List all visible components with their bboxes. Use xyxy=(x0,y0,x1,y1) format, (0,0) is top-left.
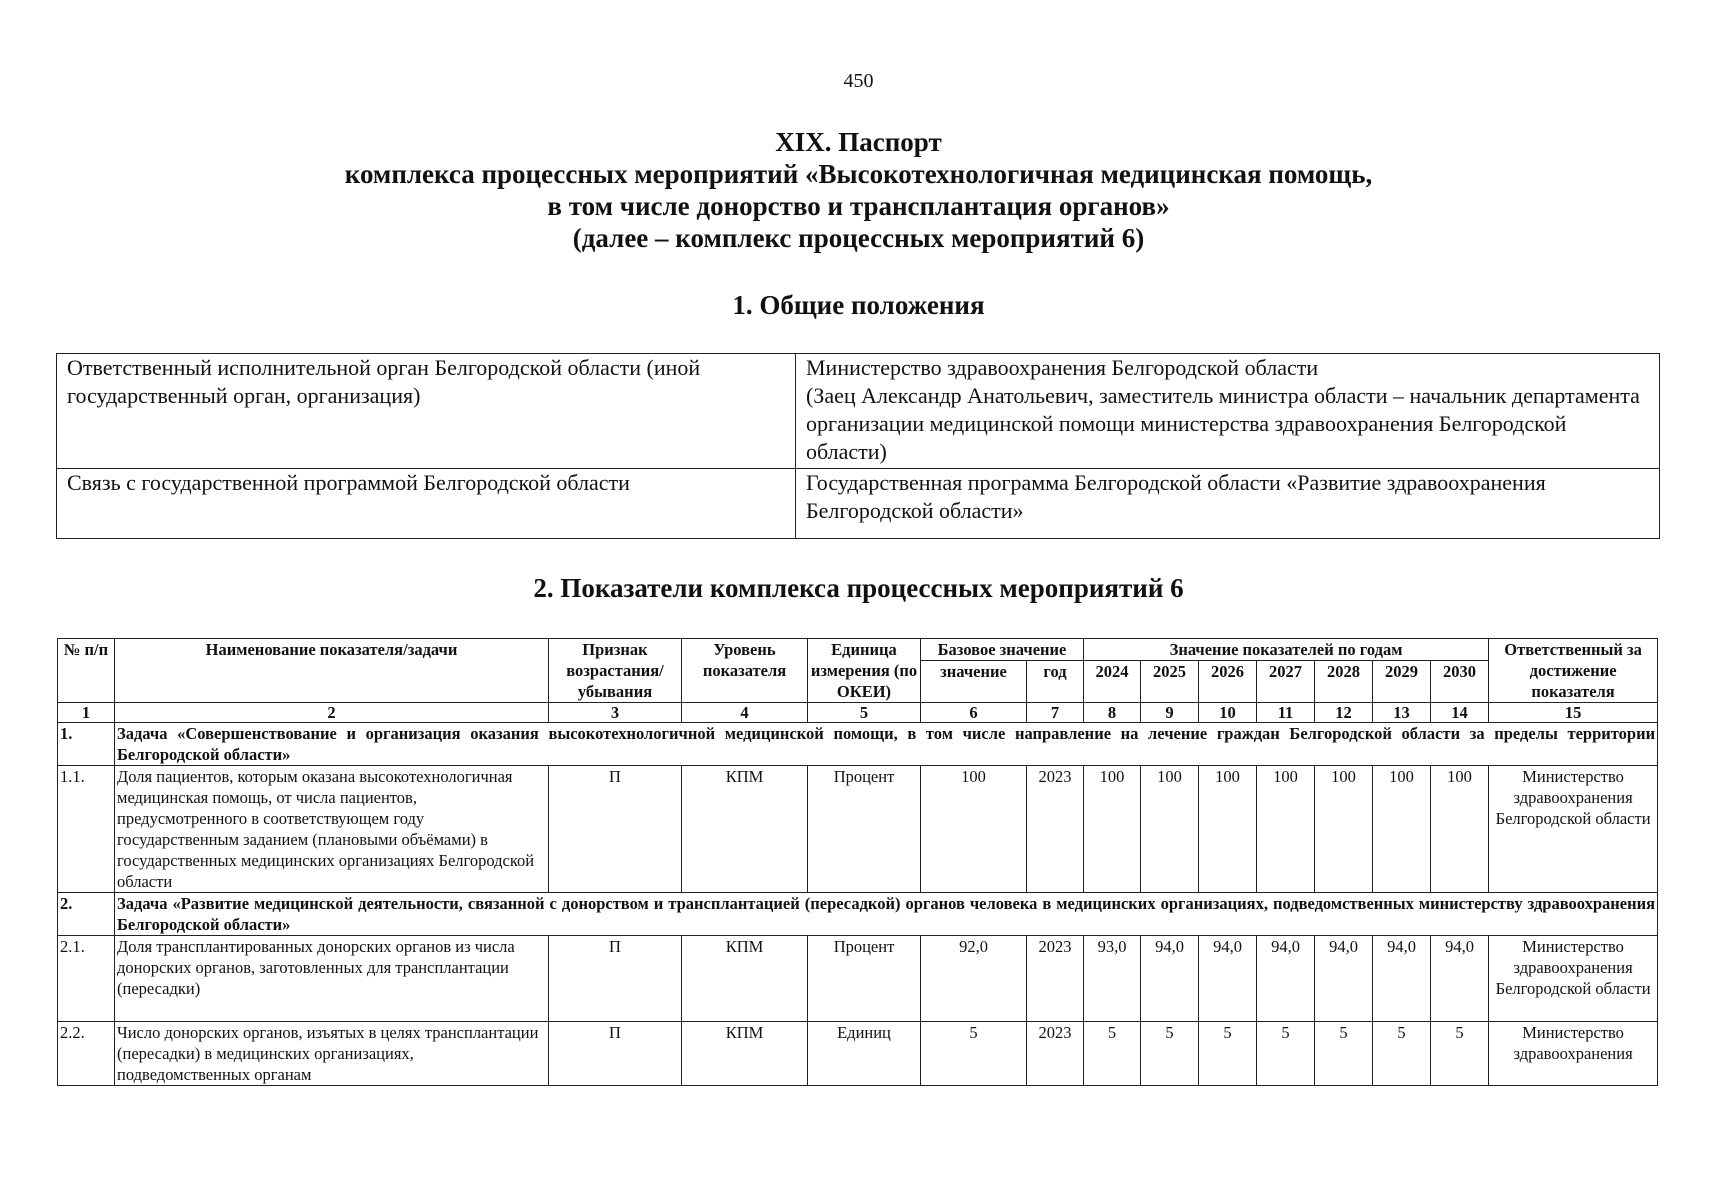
responsible: Министерство здравоохранения Белгородской области xyxy=(1489,936,1658,1022)
general-row-responsible xyxy=(57,354,1660,469)
task-number: 1. xyxy=(58,723,115,766)
col-num-header: № п/п xyxy=(58,639,115,703)
title-line-3: в том числе донорство и трансплантация органов» xyxy=(547,191,1170,221)
indicator-name: Число донорских органов, изъятых в целях трансплантации (пересадки) в медицинских организациях, подведомственных органам xyxy=(115,1022,549,1086)
col-base-value-header: значение xyxy=(921,661,1027,703)
value-2028: 5 xyxy=(1315,1022,1373,1086)
column-number: 4 xyxy=(682,703,808,723)
row-number: 1.1. xyxy=(58,766,115,893)
row-number: 2.1. xyxy=(58,936,115,1022)
col-base-header: Базовое значение xyxy=(921,639,1084,661)
column-number: 10 xyxy=(1199,703,1257,723)
responsible-person: (Заец Александр Анатольевич, заместитель министра области – начальник департамента организации медицинской помощи министерства здравоохранения Белгородской области) xyxy=(806,383,1640,464)
value-2030: 5 xyxy=(1431,1022,1489,1086)
indicator-unit: Единиц xyxy=(808,1022,921,1086)
value-2025: 5 xyxy=(1141,1022,1199,1086)
column-number: 5 xyxy=(808,703,921,723)
value-2028: 94,0 xyxy=(1315,936,1373,1022)
base-year: 2023 xyxy=(1027,766,1084,893)
task-row xyxy=(58,893,1658,936)
indicator-level: КПМ xyxy=(682,766,808,893)
col-base-year-header: год xyxy=(1027,661,1084,703)
column-number: 2 xyxy=(115,703,549,723)
column-number: 14 xyxy=(1431,703,1489,723)
column-number: 13 xyxy=(1373,703,1431,723)
column-numbers-row xyxy=(58,703,1658,723)
value-2030: 94,0 xyxy=(1431,936,1489,1022)
value-2029: 100 xyxy=(1373,766,1431,893)
responsible-value xyxy=(796,354,1660,469)
value-2029: 5 xyxy=(1373,1022,1431,1086)
value-2026: 100 xyxy=(1199,766,1257,893)
page-number: 450 xyxy=(843,70,874,92)
title-line-1: XIX. Паспорт xyxy=(775,127,942,157)
col-year-2026: 2026 xyxy=(1199,661,1257,703)
col-years-header: Значение показателей по годам xyxy=(1084,639,1489,661)
value-2025: 94,0 xyxy=(1141,936,1199,1022)
col-year-2030: 2030 xyxy=(1431,661,1489,703)
responsible-label: Ответственный исполнительной орган Белгородской области (иной государственный орган, организация) xyxy=(57,354,796,469)
section-2-title: 2. Показатели комплекса процессных мероприятий 6 xyxy=(533,573,1184,603)
responsible-ministry: Министерство здравоохранения Белгородской области xyxy=(806,355,1319,380)
task-text: Задача «Совершенствование и организация оказания высокотехнологичной медицинской помощи, в том числе направление на лечение граждан Белгородской области за пределы территории Белгородской области» xyxy=(115,723,1658,766)
responsible: Министерство здравоохранения xyxy=(1489,1022,1658,1086)
section-1-title: 1. Общие положения xyxy=(732,290,985,320)
column-number: 12 xyxy=(1315,703,1373,723)
column-number: 11 xyxy=(1257,703,1315,723)
indicator-name: Доля пациентов, которым оказана высокотехнологичная медицинская помощь, от числа пациентов, предусмотренного в соответствующем году государственным заданием (плановыми объёмами) в государственных медицинских организациях Белгородской области xyxy=(115,766,549,893)
col-year-2028: 2028 xyxy=(1315,661,1373,703)
indicator-sign: П xyxy=(549,936,682,1022)
indicator-row xyxy=(58,766,1658,893)
column-number: 6 xyxy=(921,703,1027,723)
task-row xyxy=(58,723,1658,766)
indicator-row xyxy=(58,936,1658,1022)
indicator-sign: П xyxy=(549,1022,682,1086)
value-2029: 94,0 xyxy=(1373,936,1431,1022)
value-2027: 100 xyxy=(1257,766,1315,893)
general-row-program xyxy=(57,469,1660,539)
indicators-table xyxy=(57,638,1658,1086)
header-row-1 xyxy=(58,639,1658,661)
row-number: 2.2. xyxy=(58,1022,115,1086)
indicator-row xyxy=(58,1022,1658,1086)
value-2030: 100 xyxy=(1431,766,1489,893)
column-number: 7 xyxy=(1027,703,1084,723)
col-name-header: Наименование показателя/задачи xyxy=(115,639,549,703)
value-2027: 5 xyxy=(1257,1022,1315,1086)
value-2027: 94,0 xyxy=(1257,936,1315,1022)
responsible: Министерство здравоохранения Белгородской области xyxy=(1489,766,1658,893)
base-value: 100 xyxy=(921,766,1027,893)
program-label: Связь с государственной программой Белгородской области xyxy=(57,469,796,539)
value-2026: 5 xyxy=(1199,1022,1257,1086)
general-provisions-table xyxy=(56,353,1660,539)
column-number: 8 xyxy=(1084,703,1141,723)
indicator-sign: П xyxy=(549,766,682,893)
value-2028: 100 xyxy=(1315,766,1373,893)
col-year-2027: 2027 xyxy=(1257,661,1315,703)
base-year: 2023 xyxy=(1027,1022,1084,1086)
value-2024: 100 xyxy=(1084,766,1141,893)
indicator-unit: Процент xyxy=(808,766,921,893)
task-text: Задача «Развитие медицинской деятельности, связанной с донорством и трансплантацией (пересадкой) органов человека в медицинских организациях, подведомственных министерству здравоохранения Белгородской области» xyxy=(115,893,1658,936)
indicator-level: КПМ xyxy=(682,936,808,1022)
indicator-name: Доля трансплантированных донорских органов из числа донорских органов, заготовленных для трансплантации (пересадки) xyxy=(115,936,549,1022)
col-level-header: Уровень показателя xyxy=(682,639,808,703)
title-line-2: комплекса процессных мероприятий «Высокотехнологичная медицинская помощь, xyxy=(344,159,1373,189)
value-2026: 94,0 xyxy=(1199,936,1257,1022)
column-number: 3 xyxy=(549,703,682,723)
base-value: 92,0 xyxy=(921,936,1027,1022)
col-year-2025: 2025 xyxy=(1141,661,1199,703)
title-line-4: (далее – комплекс процессных мероприятий 6) xyxy=(572,223,1145,253)
document-title xyxy=(0,126,1717,254)
program-value: Государственная программа Белгородской области «Развитие здравоохранения Белгородской области» xyxy=(796,469,1660,539)
col-year-2029: 2029 xyxy=(1373,661,1431,703)
col-responsible-header: Ответственный за достижение показателя xyxy=(1489,639,1658,703)
indicator-unit: Процент xyxy=(808,936,921,1022)
column-number: 1 xyxy=(58,703,115,723)
base-year: 2023 xyxy=(1027,936,1084,1022)
task-number: 2. xyxy=(58,893,115,936)
value-2024: 93,0 xyxy=(1084,936,1141,1022)
base-value: 5 xyxy=(921,1022,1027,1086)
col-year-2024: 2024 xyxy=(1084,661,1141,703)
col-unit-header: Единица измерения (по ОКЕИ) xyxy=(808,639,921,703)
indicator-level: КПМ xyxy=(682,1022,808,1086)
value-2024: 5 xyxy=(1084,1022,1141,1086)
column-number: 15 xyxy=(1489,703,1658,723)
col-sign-header: Признак возрастания/ убывания xyxy=(549,639,682,703)
column-number: 9 xyxy=(1141,703,1199,723)
value-2025: 100 xyxy=(1141,766,1199,893)
